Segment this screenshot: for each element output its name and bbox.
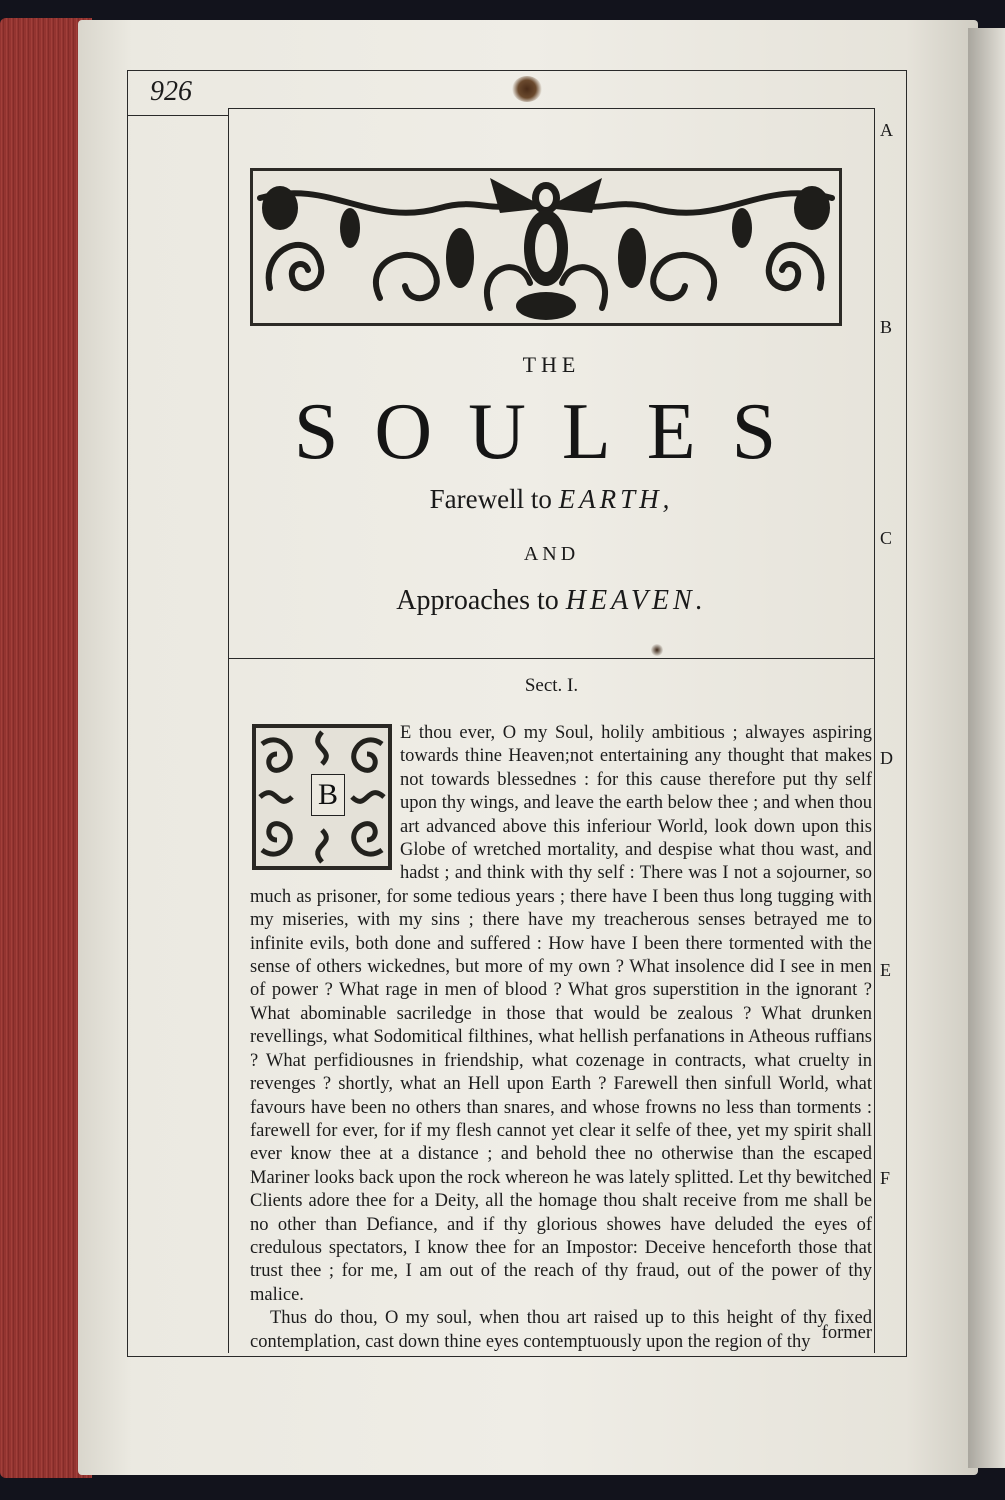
title-conjunction: AND bbox=[523, 543, 580, 565]
subtitle-approaches bbox=[228, 585, 875, 617]
margin-letter-e: E bbox=[880, 960, 891, 980]
subtitle-approaches-prefix: Approaches to bbox=[396, 585, 559, 616]
subtitle-earth: EARTH, bbox=[558, 484, 674, 514]
drop-cap-letter: B bbox=[311, 774, 345, 816]
catchword: former bbox=[821, 1323, 872, 1343]
margin-letter-f: F bbox=[880, 1168, 891, 1188]
margin-letter-c: C bbox=[880, 528, 893, 548]
facing-page-edge bbox=[968, 28, 1005, 1468]
section-heading: Sect. I. bbox=[524, 675, 579, 696]
headpiece-ornament bbox=[250, 168, 842, 326]
title-divider-rule bbox=[228, 658, 875, 659]
subtitle-heaven: HEAVEN. bbox=[565, 585, 707, 616]
top-rule bbox=[228, 108, 875, 109]
subtitle-farewell-prefix: Farewell to bbox=[429, 484, 552, 514]
subtitle-farewell bbox=[228, 484, 875, 515]
page-number: 926 bbox=[150, 76, 192, 107]
paragraph-1: E thou ever, O my Soul, holily ambitious ; alwayes aspiring towards thine Heaven;not entertaining any thought that makes not towards blessednes : for this cause therefore put thy self upon thy wings, and leave the earth below thee ; and when thou art advanced above this inferiour World, look down upon this Globe of wretched mortality, and despise what thou wast, and hadst ; and think with thy self : There was I not a sojourner, so much as prisoner, for some tedious years ; there have I been thus long tugging with my miseries, with my sins ; there have my treacherous senses betrayed me to infinite evils, both done and suffered : How have I been there tormented with the sense of others wickednes, but more of my own ? What insolence did I see in men of power ? What rage in men of blood ? What gros superstition in the ignorant ? What abominable sacriledge in those that would be zealous ? What drunken revellings, what Sodomitical filthines, what hellish perfanations in Atheous ruffians ? What perfidiousnes in friendship, what cozenage in contracts, what cruelty in revenges ? shortly, what an Hell upon Earth ? Farewell then sinfull World, what favours have been no others than snares, and whose frowns no less than torments : farewell for ever, for if my flesh cannot yet clear it selfe of thee, yet my spirit shall ever know thee at a distance ; and behold thee no otherwise than the escaped Mariner looks back upon the rock whereon he was lately splitted. Let thy bewitched Clients adore thee for a Deity, all the homage thou shalt receive from me shall be no other than Defiance, and if thy glorious showes have deluded the eyes of credulous spectators, I know thee for an Impostor: Deceive henceforth those that trust thee ; for me, I am out of the reach of thy fraud, out of the power of thy malice. bbox=[250, 723, 872, 1305]
paragraph-2: Thus do thou, O my soul, when thou art raised up to this height of thy fixed contemplation, cast down thine eyes contemptuously upon the region of thy bbox=[250, 1308, 872, 1352]
margin-letter-a: A bbox=[880, 120, 893, 140]
main-title: SOULES bbox=[293, 388, 813, 476]
margin-letter-d: D bbox=[880, 748, 893, 768]
body-text bbox=[250, 722, 872, 1354]
title-article: THE bbox=[522, 352, 581, 377]
margin-letter-b: B bbox=[880, 317, 893, 337]
drop-cap-spacer bbox=[250, 722, 400, 884]
page-number-rule bbox=[127, 115, 228, 116]
